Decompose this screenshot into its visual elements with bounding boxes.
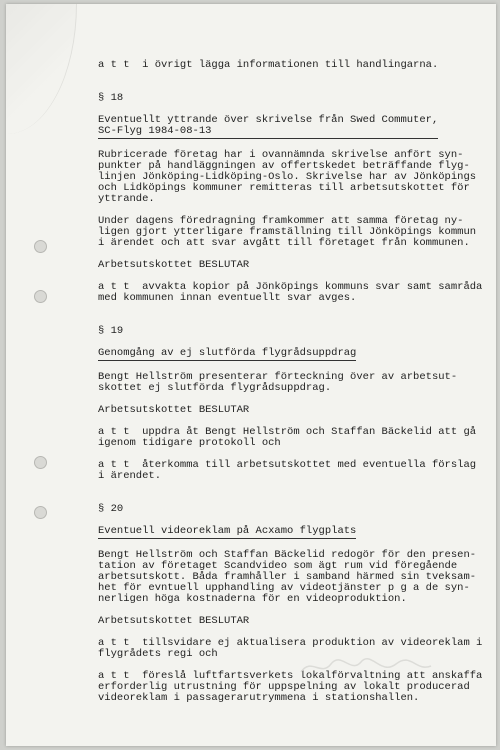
section-heading [98,115,438,139]
decision-line: flygrådets regi och [98,648,218,660]
intro-line: a t t i övrigt lägga informationen till handlingarna. [98,59,439,71]
decision-label: Arbetsutskottet BESLUTAR [98,615,250,627]
decision-line: a t t uppdra åt Bengt Hellström och Staffan Bäckelid att gå [98,426,477,438]
body-line: ligen gjort ytterligare framställning till Jönköpings kommun [98,226,477,238]
decision-line: a t t avvakta kopior på Jönköpings kommuns svar samt samråda [98,281,483,293]
body-line: punkter på handläggningen av offertskedet beträffande flyg- [98,160,470,172]
body-line: Bengt Hellström och Staffan Bäckelid redogör för den presen- [98,549,477,561]
punch-hole [34,290,47,303]
heading-line: Genomgång av ej slutförda flygrådsuppdrag [98,347,357,359]
decision-label: Arbetsutskottet BESLUTAR [98,259,250,271]
body-line: yttrande. [98,193,155,205]
body-line: skottet ej slutförda flygrådsuppdrag. [98,382,332,394]
decision-line: a t t föreslå luftfartsverkets lokalförvaltning att anskaffa [98,670,483,682]
body-line: Bengt Hellström presenterar förteckning över av arbetsut- [98,371,458,383]
section-heading [98,348,356,361]
section-number: § 19 [98,325,124,337]
heading-line: Eventuell videoreklam på Acxamo flygplats [98,525,357,537]
body-line: het för evntuell upphandling av videotjänster p g a de syn- [98,582,470,594]
punch-hole [34,240,47,253]
body-line: Rubricerade företag har i ovannämnda skrivelse anfört syn- [98,149,464,161]
body-line: Under dagens föredragning framkommer att samma företag ny- [98,215,464,227]
punch-hole [34,456,47,469]
heading-line: SC-Flyg 1984-08-13 [98,125,212,137]
body-line: tation av företaget Scandvideo som ägt rum vid föregående [98,560,458,572]
body-line: linjen Jönköping-Lidköping-Oslo. Skrivelse har av Jönköpings [98,171,477,183]
faint-signature [296,652,436,682]
decision-line: erforderlig utrustning för uppspelning av lokalt producerad [98,681,470,693]
document-body [98,59,483,704]
document-page [6,4,496,746]
punch-hole [34,506,47,519]
body-line: och Lidköpings kommuner remitteras till arbetsutskottet för [98,182,470,194]
decision-line: a t t återkomma till arbetsutskottet med eventuella förslag [98,459,477,471]
decision-line: i ärendet. [98,470,162,482]
decision-line: videoreklam i passagerarutrymmena i stationshallen. [98,692,420,704]
body-line: i ärendet och att svar avgått till företaget från kommunen. [98,237,470,249]
body-line: arbetsutskott. Båda framhåller i samband härmed sin tveksam- [98,571,477,583]
section-heading [98,526,356,539]
section-number: § 18 [98,92,124,104]
folded-corner [6,4,77,134]
heading-line: Eventuellt yttrande över skrivelse från Swed Commuter, [98,114,439,126]
body-line: nerligen höga kostnaderna för en videoproduktion. [98,593,407,605]
section-number: § 20 [98,503,124,515]
decision-line: med kommunen innan eventuellt svar avges. [98,292,357,304]
decision-line: a t t tillsvidare ej aktualisera produktion av videoreklam i [98,637,483,649]
decision-label: Arbetsutskottet BESLUTAR [98,404,250,416]
decision-line: igenom tidigare protokoll och [98,437,281,449]
